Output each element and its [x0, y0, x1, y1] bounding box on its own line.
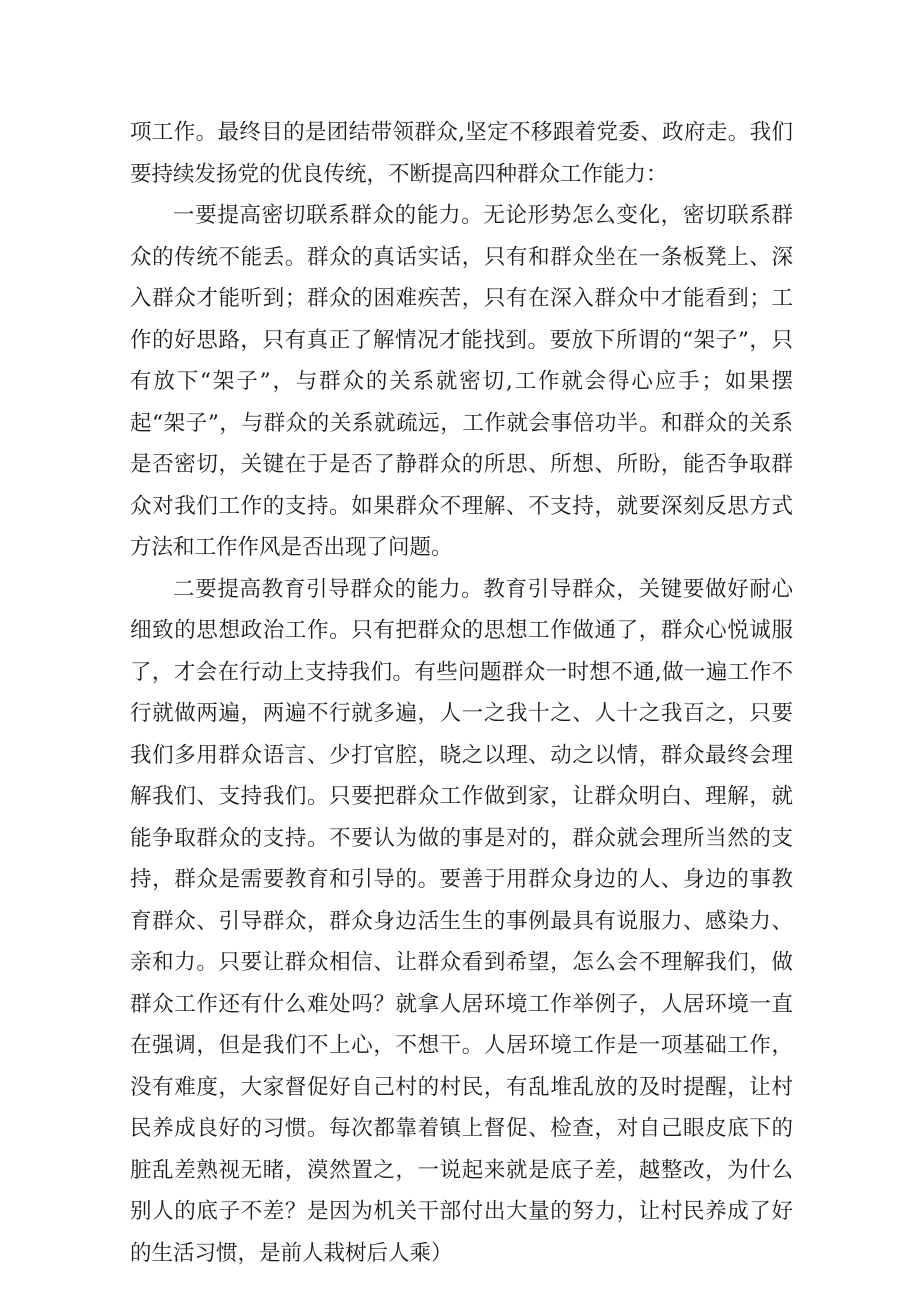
- paragraph-education-guidance: 二要提高教育引导群众的能力。教育引导群众，关键要做好耐心细致的思想政治工作。只有把群众的思想工作做通了，群众心悦诚服了，才会在行动上支持我们。有些问题群众一时想不通,做一遍工作不行就做两遍，两遍不行就多遍，人一之我十之、人十之我百之，只要我们多用群众语言、少打官腔，晓之以理、动之以情，群众最终会理解我们、支持我们。只要把群众工作做到家，让群众明白、理解，就能争取群众的支持。不要认为做的事是对的，群众就会理所当然的支持，群众是需要教育和引导的。要善于用群众身边的人、身边的事教育群众、引导群众，群众身边活生生的事例最具有说服力、感染力、亲和力。只要让群众相信、让群众看到希望，怎么会不理解我们，做群众工作还有什么难处吗？就拿人居环境工作举例子，人居环境一直在强调，但是我们不上心，不想干。人居环境工作是一项基础工作，没有难度，大家督促好自己村的村民，有乱堆乱放的及时提醒，让村民养成良好的习惯。每次都靠着镇上督促、检查，对自己眼皮底下的脏乱差熟视无睹，漠然置之，一说起来就是底子差，越整改，为什么别人的底子不差？是因为机关干部付出大量的努力，让村民养成了好的生活习惯，是前人栽树后人乘）: [130, 576, 793, 1266]
- paragraph-close-contact: 一要提高密切联系群众的能力。无论形势怎么变化，密切联系群众的传统不能丢。群众的真话实话，只有和群众坐在一条板凳上、深入群众才能听到；群众的困难疾苦，只有在深入群众中才能看到；工作的好思路，只有真正了解情况才能找到。要放下所谓的“架子”，只有放下“架子”，与群众的关系就密切,工作就会得心应手；如果摆起“架子”，与群众的关系就疏远，工作就会事倍功半。和群众的关系是否密切，关键在于是否了静群众的所思、所想、所盼，能否争取群众对我们工作的支持。如果群众不理解、不支持，就要深刻反思方式方法和工作作风是否出现了问题。: [130, 203, 793, 560]
- paragraph-continuation: 项工作。最终目的是团结带领群众,坚定不移跟着党委、政府走。我们要持续发扬党的优良传统，不断提高四种群众工作能力：: [130, 120, 793, 187]
- document-body: [130, 112, 793, 1274]
